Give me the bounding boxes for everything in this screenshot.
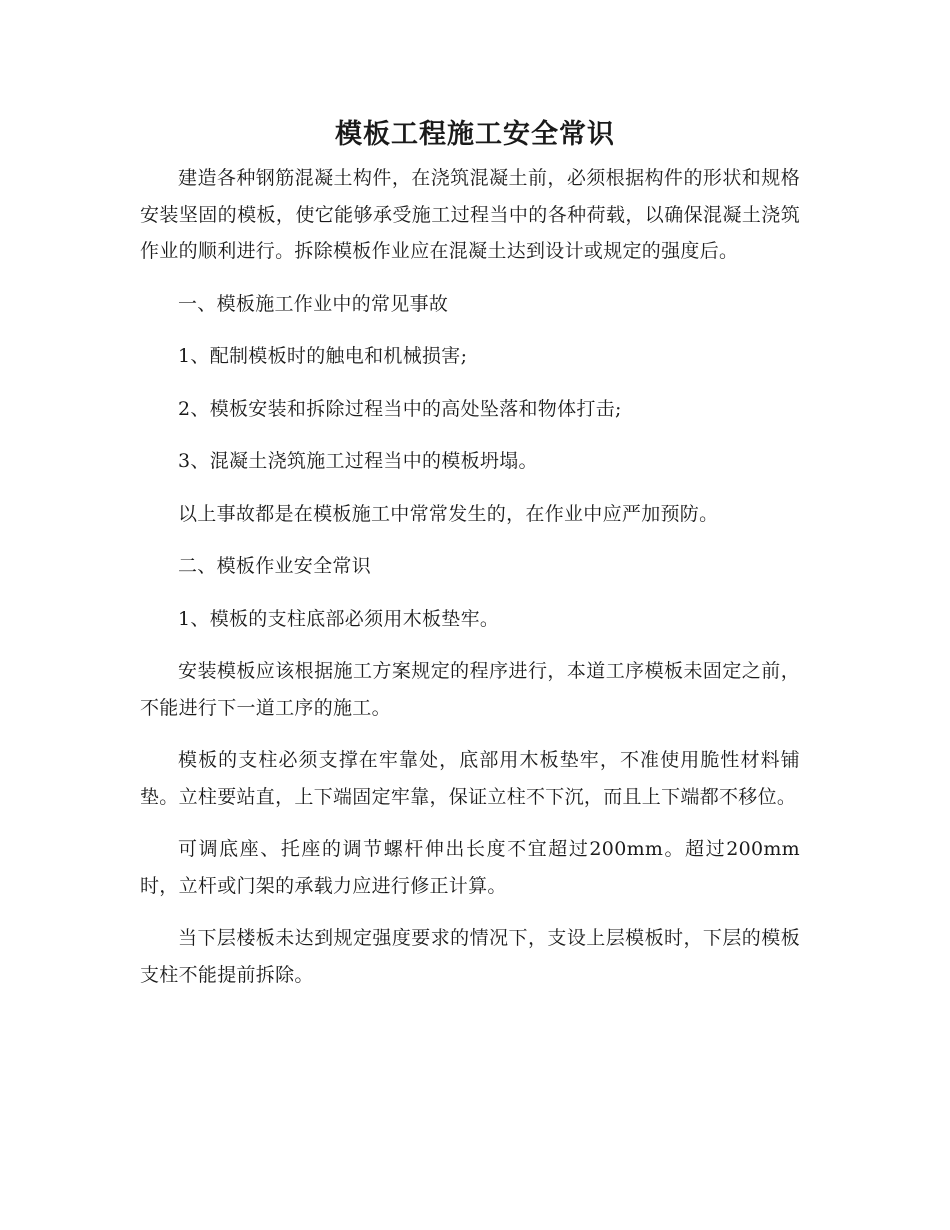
list-item-accident-3: 3、混凝土浇筑施工过程当中的模板坍塌。 — [178, 450, 538, 472]
document-body — [140, 160, 800, 993]
paragraph-support-columns: 模板的支柱必须支撑在牢靠处，底部用木板垫牢，不准使用脆性材料铺垫。立柱要站直，上下端固定牢靠，保证立柱不下沉，而且上下端都不移位。 — [140, 749, 800, 808]
paragraph-adjustable-base: 可调底座、托座的调节螺杆伸出长度不宜超过200mm。超过200mm时，立杆或门架的承载力应进行修正计算。 — [140, 838, 800, 897]
list-item-accident-2: 2、模板安装和拆除过程当中的高处坠落和物体打击; — [178, 397, 622, 420]
paragraph-installation-order: 安装模板应该根据施工方案规定的程序进行，本道工序模板未固定之前，不能进行下一道工序的施工。 — [140, 660, 800, 719]
list-item-safety-1: 1、模板的支柱底部必须用木板垫牢。 — [178, 607, 500, 630]
paragraph-intro: 建造各种钢筋混凝土构件，在浇筑混凝土前，必须根据构件的形状和规格安装坚固的模板，使它能够承受施工过程当中的各种荷载，以确保混凝土浇筑作业的顺利进行。拆除模板作业应在混凝土达到设计或规定的强度后。 — [140, 167, 800, 262]
document-title: 模板工程施工安全常识 — [335, 119, 615, 150]
section-heading-common-accidents: 一、模板施工作业中的常见事故 — [178, 292, 449, 315]
list-item-accident-1: 1、配制模板时的触电和机械损害; — [178, 345, 468, 367]
paragraph-lower-floor-supports: 当下层楼板未达到规定强度要求的情况下，支设上层模板时，下层的模板支柱不能提前拆除。 — [140, 927, 800, 986]
paragraph-prevention: 以上事故都是在模板施工中常常发生的，在作业中应严加预防。 — [178, 502, 719, 525]
section-heading-safety-knowledge: 二、模板作业安全常识 — [178, 555, 372, 577]
